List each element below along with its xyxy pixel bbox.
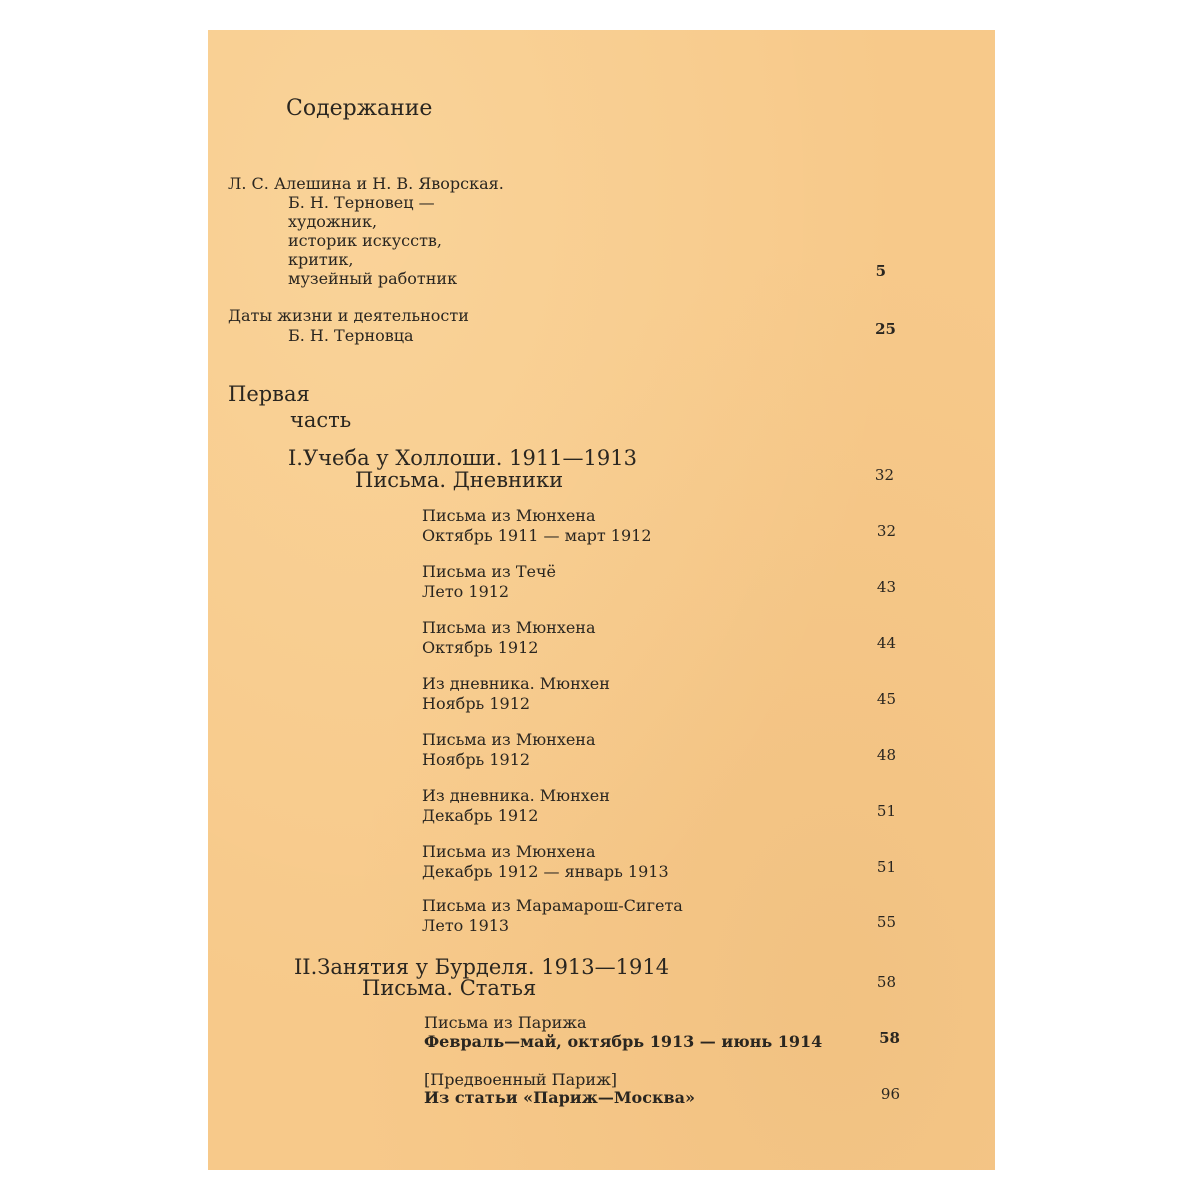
- dates-title: Даты жизни и деятельности: [228, 306, 469, 325]
- entry-title: Письма из Мюнхена: [422, 730, 596, 749]
- contents-heading: Содержание: [286, 96, 433, 121]
- page-number: 45: [876, 690, 896, 708]
- page-number: 48: [876, 746, 896, 764]
- page-number: 96: [880, 1085, 900, 1103]
- entry-date: Декабрь 1912: [422, 806, 539, 825]
- entry-date: Лето 1913: [422, 916, 510, 935]
- intro-line: историк искусств,: [288, 231, 443, 250]
- page-number: 32: [876, 522, 896, 540]
- entry-title: Письма из Парижа: [424, 1013, 587, 1032]
- entry-title: Письма из Мюнхена: [422, 842, 596, 861]
- page-number: 25: [875, 320, 896, 338]
- page-number: 51: [876, 802, 896, 820]
- entry-title: Письма из Марамарош-Сигета: [422, 896, 683, 915]
- entry-title: [Предвоенный Париж]: [424, 1070, 618, 1089]
- page-number: 44: [876, 634, 896, 652]
- entry-date: Декабрь 1912 — январь 1913: [422, 862, 669, 881]
- entry-title: Письма из Мюнхена: [422, 506, 596, 525]
- entry-date: Февраль—май, октябрь 1913 — июнь 1914: [424, 1032, 823, 1051]
- section-title: II.Занятия у Бурделя. 1913—1914: [294, 955, 670, 979]
- part-label: часть: [290, 408, 352, 432]
- entry-date: Из статьи «Париж—Москва»: [424, 1088, 695, 1107]
- section-title: I.Учеба у Холлоши. 1911—1913: [288, 446, 638, 470]
- entry-date: Лето 1912: [422, 582, 510, 601]
- entry-title: Из дневника. Мюнхен: [422, 674, 610, 693]
- page-number: 32: [874, 466, 894, 484]
- entry-date: Ноябрь 1912: [422, 694, 531, 713]
- entry-date: Октябрь 1911 — март 1912: [422, 526, 652, 545]
- page-number: 51: [876, 858, 896, 876]
- section-subtitle: Письма. Дневники: [355, 468, 564, 492]
- page-number: 43: [876, 578, 896, 596]
- entry-date: Ноябрь 1912: [422, 750, 531, 769]
- page-number: 58: [876, 973, 896, 991]
- intro-line: художник,: [288, 212, 378, 231]
- book-page: [208, 30, 995, 1170]
- intro-line: критик,: [288, 250, 354, 269]
- section-subtitle: Письма. Статья: [362, 976, 537, 1000]
- part-label: Первая: [228, 382, 310, 406]
- page-number: 55: [876, 913, 896, 931]
- intro-authors: Л. С. Алешина и Н. В. Яворская.: [228, 174, 504, 193]
- entry-title: Письма из Мюнхена: [422, 618, 596, 637]
- page-number: 58: [879, 1029, 900, 1047]
- entry-date: Октябрь 1912: [422, 638, 539, 657]
- entry-title: Письма из Течё: [422, 562, 557, 581]
- intro-line: Б. Н. Терновец —: [288, 193, 435, 212]
- entry-title: Из дневника. Мюнхен: [422, 786, 610, 805]
- intro-line: музейный работник: [288, 269, 458, 288]
- dates-subtitle: Б. Н. Терновца: [288, 326, 414, 345]
- page-number: 5: [875, 262, 886, 280]
